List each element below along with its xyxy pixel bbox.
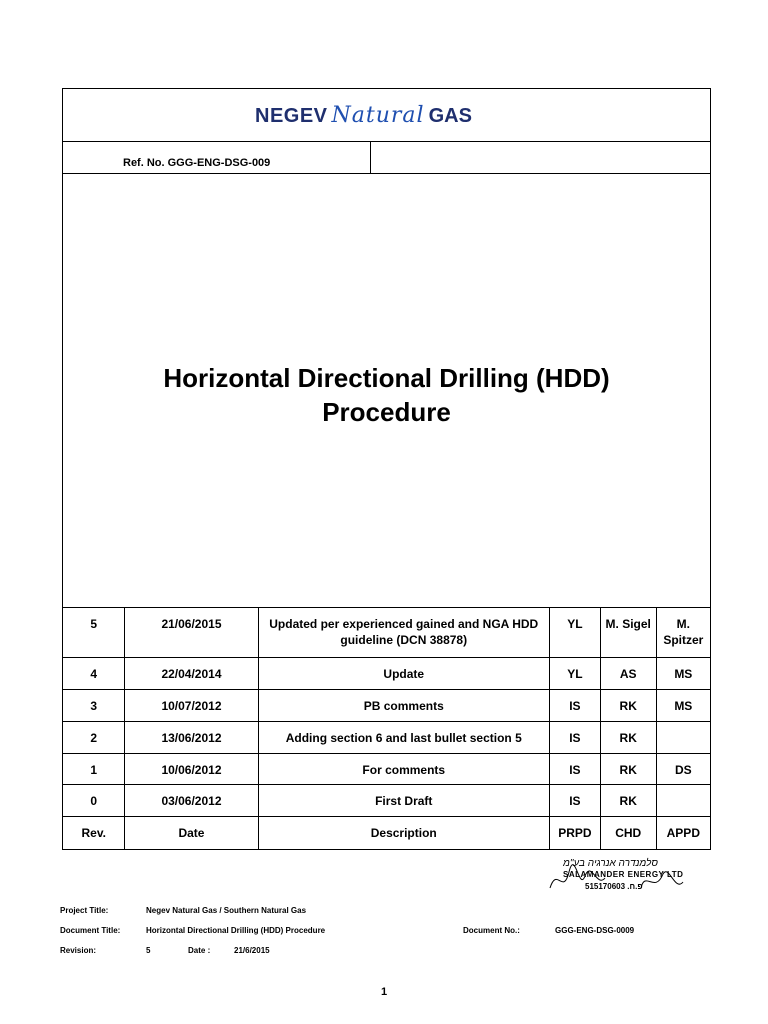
reference-cell: [63, 141, 371, 173]
page-number: 1: [380, 986, 388, 998]
header-appd: APPD: [656, 817, 710, 849]
appd-cell: [656, 785, 710, 817]
date-label: Date :: [188, 946, 211, 955]
signature-scribble: [545, 858, 710, 898]
table-row: [63, 785, 710, 817]
table-row: [63, 658, 710, 690]
header-date: Date: [125, 817, 258, 849]
date-cell: 13/06/2012: [125, 722, 258, 754]
date-cell: 10/07/2012: [125, 690, 258, 722]
date-cell: 10/06/2012: [125, 754, 258, 785]
document-frame: [62, 88, 711, 850]
header-chd: CHD: [600, 817, 656, 849]
chd-cell: RK: [600, 785, 656, 817]
title-line-1: Horizontal Directional Drilling (HDD): [163, 363, 610, 393]
logo-word-natural: Natural: [331, 103, 425, 128]
revision-value: 5: [146, 946, 151, 955]
logo-word-negev: NEGEV: [255, 105, 328, 127]
revision-table: [63, 607, 710, 849]
description-cell: Adding section 6 and last bullet section 5: [258, 722, 550, 754]
rev-cell: 0: [63, 785, 125, 817]
appd-cell: DS: [656, 754, 710, 785]
stamp-company-name: SALAMANDER ENERGY LTD: [563, 870, 684, 879]
prpd-cell: IS: [550, 690, 601, 722]
document-title-value: Horizontal Directional Drilling (HDD) Procedure: [146, 926, 326, 935]
appd-cell: MS: [656, 658, 710, 690]
document-title-label: Document Title:: [60, 926, 121, 935]
document-no-label: Document No.:: [463, 926, 520, 935]
table-row: [63, 722, 710, 754]
description-cell: PB comments: [258, 690, 550, 722]
header-prpd: PRPD: [550, 817, 601, 849]
project-title-value: Negev Natural Gas / Southern Natural Gas: [146, 906, 307, 915]
company-logo: [255, 103, 472, 128]
table-row: [63, 754, 710, 785]
table-header-row: [63, 817, 710, 849]
date-value: 21/6/2015: [234, 946, 270, 955]
company-stamp: [545, 858, 710, 896]
chd-cell: RK: [600, 754, 656, 785]
description-cell: Update: [258, 658, 550, 690]
description-cell: First Draft: [258, 785, 550, 817]
document-title: [63, 361, 710, 429]
chd-cell: M. Sigel: [600, 608, 656, 658]
document-no-value: GGG-ENG-DSG-0009: [555, 926, 635, 935]
stamp-number: 515170603 .פ.ח: [585, 882, 643, 891]
rev-cell: 4: [63, 658, 125, 690]
rev-cell: 2: [63, 722, 125, 754]
date-cell: 22/04/2014: [125, 658, 258, 690]
appd-cell: M. Spitzer: [656, 608, 710, 658]
chd-cell: AS: [600, 658, 656, 690]
prpd-cell: IS: [550, 722, 601, 754]
header-description: Description: [258, 817, 550, 849]
project-title-label: Project Title:: [60, 906, 109, 915]
revision-label: Revision:: [60, 946, 97, 955]
logo-row: [63, 89, 710, 142]
prpd-cell: YL: [550, 608, 601, 658]
table-row: [63, 690, 710, 722]
rev-cell: 5: [63, 608, 125, 658]
date-cell: 21/06/2015: [125, 608, 258, 658]
rev-cell: 3: [63, 690, 125, 722]
chd-cell: RK: [600, 722, 656, 754]
title-line-2: Procedure: [322, 397, 451, 427]
prpd-cell: IS: [550, 785, 601, 817]
logo-word-gas: GAS: [428, 105, 472, 127]
rev-cell: 1: [63, 754, 125, 785]
reference-number: Ref. No. GGG-ENG-DSG-009: [123, 157, 271, 169]
date-cell: 03/06/2012: [125, 785, 258, 817]
appd-cell: [656, 722, 710, 754]
reference-row: [63, 141, 710, 174]
appd-cell: MS: [656, 690, 710, 722]
prpd-cell: IS: [550, 754, 601, 785]
stamp-hebrew-name: סלמנדרה אנרגיה בע"מ: [563, 858, 658, 869]
chd-cell: RK: [600, 690, 656, 722]
prpd-cell: YL: [550, 658, 601, 690]
description-cell: Updated per experienced gained and NGA HDD guideline (DCN 38878): [258, 608, 550, 658]
header-rev: Rev.: [63, 817, 125, 849]
table-row: [63, 608, 710, 658]
description-cell: For comments: [258, 754, 550, 785]
